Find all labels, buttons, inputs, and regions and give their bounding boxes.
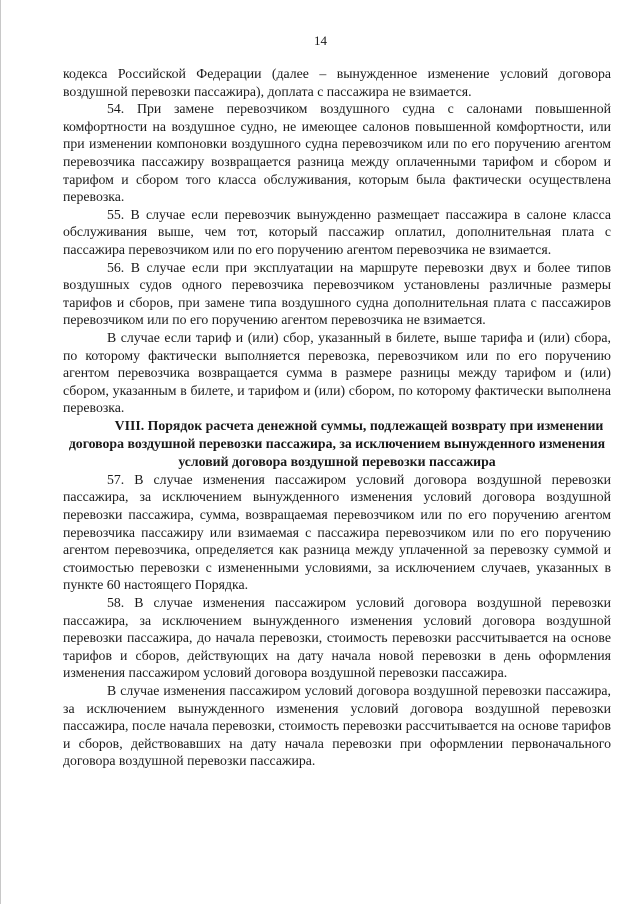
- paragraph-56: 56. В случае если при эксплуатации на маршруте перевозки двух и более типов воздушных судов одного перевозчика перевозчиком установлены различные размеры тарифов и сборов, при замене типа воздушного судна дополнительная плата с пассажиров перевозчиком или по его поручению агентом перевозчика не взимается.: [63, 259, 611, 328]
- page-number: 14: [314, 33, 327, 48]
- paragraph-57: 57. В случае изменения пассажиром условий договора воздушной перевозки пассажира, за исключением вынужденного изменения условий договора воздушной перевозки пассажира, сумма, возвращаемая перевозчиком или по его поручению агентом перевозчика пассажиру или взимаемая с пассажира перевозчиком или по его поручению агентом перевозчика, определяется как разница между уплаченной за перевозку суммой и стоимостью перевозки с измененными условиями, за исключением случаев, указанных в пункте 60 настоящего Порядка.: [63, 471, 611, 593]
- paragraph-58-second: В случае изменения пассажиром условий договора воздушной перевозки пассажира, за исключением вынужденного изменения условий договора воздушной перевозки пассажира, после начала перевозки, стоимость перевозки рассчитывается на основе тарифов и сборов, действовавших на дату начала перевозки при оформлении первоначального договора воздушной перевозки пассажира.: [63, 683, 611, 769]
- paragraph-58: 58. В случае изменения пассажиром условий договора воздушной перевозки пассажира, за исключением вынужденного изменения условий договора воздушной перевозки пассажира, до начала перевозки, стоимость перевозки рассчитывается на основе тарифов и сборов, действующих на дату начала новой перевозки в день оформления изменения пассажиром условий договора воздушной перевозки пассажира.: [63, 595, 611, 681]
- paragraph-55: 55. В случае если перевозчик вынужденно размещает пассажира в салоне класса обслуживания выше, чем тот, который пассажир оплатил, дополнительная плата с пассажира перевозчиком или по его поручению агентом перевозчика не взимается.: [63, 206, 611, 257]
- paragraph-continuation: кодекса Российской Федерации (далее – вынужденное изменение условий договора воздушной перевозки пассажира), доплата с пассажира не взимается.: [63, 66, 611, 99]
- section-heading: VIII. Порядок расчета денежной суммы, подлежащей возврату при изменении договора воздушной перевозки пассажира, за исключением вынужденного изменения условий договора воздушной перевозки пассажира: [68, 417, 606, 469]
- paragraph-56-second: В случае если тариф и (или) сбор, указанный в билете, выше тарифа и (или) сбора, по которому фактически выполняется перевозка, перевозчиком или по его поручению агентом перевозчика возвращается сумма в размере разницы между тарифом и (или) сбором, указанным в билете, и тарифом и (или) сбором, по которому фактически выполнена перевозка.: [63, 329, 611, 416]
- document-body: [63, 65, 611, 770]
- paragraph-54: 54. При замене перевозчиком воздушного судна с салонами повышенной комфортности на воздушное судно, не имеющее салонов повышенной комфортности, или при изменении компоновки воздушного судна перевозчиком или по его поручению агентом перевозчика пассажиру возвращается разница между оплаченными тарифом и сбором и тарифом и сбором того класса обслуживания, которым была фактически осуществлена перевозка.: [63, 101, 611, 205]
